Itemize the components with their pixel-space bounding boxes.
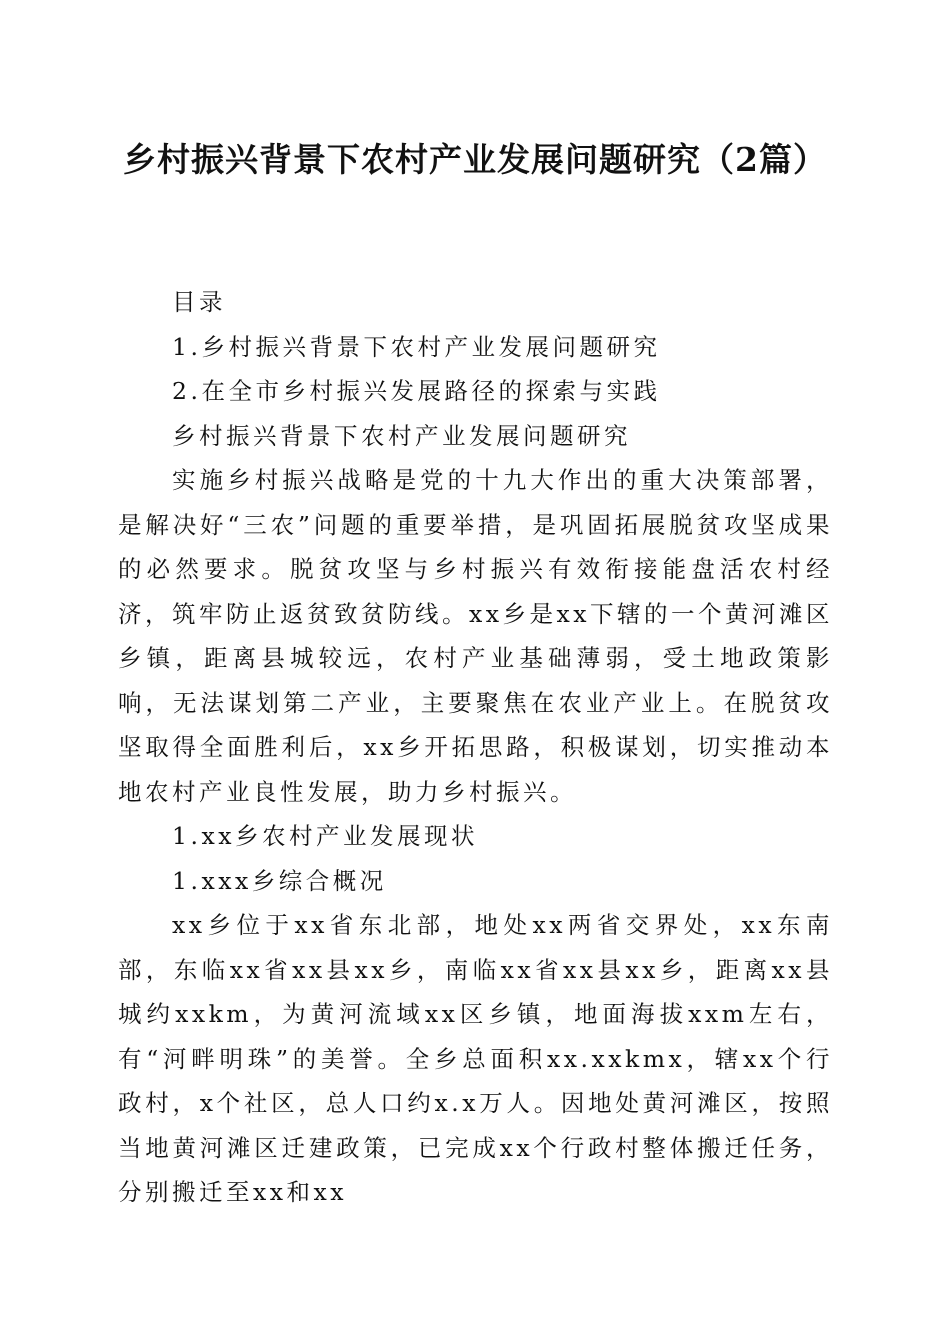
section-heading: 1.xx乡农村产业发展现状	[172, 822, 478, 850]
toc-item-2: 2.在全市乡村振兴发展路径的探索与实践	[172, 377, 661, 405]
article-title: 乡村振兴背景下农村产业发展问题研究	[172, 421, 632, 450]
intro-paragraph: 实施乡村振兴战略是党的十九大作出的重大决策部署，是解决好“三农”问题的重要举措，是巩固拓展脱贫攻坚成果的必然要求。脱贫攻坚与乡村振兴有效衔接能盘活农村经济，筑牢防止返贫致贫防线。xx乡是xx下辖的一个黄河滩区乡镇，距离县城较远，农村产业基础薄弱，受土地政策影响，无法谋划第二产业，主要聚焦在农业产业上。在脱贫攻坚取得全面胜利后，xx乡开拓思路，积极谋划，切实推动本地农村产业良性发展，助力乡村振兴。	[118, 466, 834, 806]
document-body	[118, 280, 833, 1215]
subsection-heading: 1.xxx乡综合概况	[172, 866, 387, 895]
document-title: 乡村振兴背景下农村产业发展问题研究（2篇）	[123, 140, 827, 179]
toc-item-1: 1.乡村振兴背景下农村产业发展问题研究	[172, 332, 661, 361]
toc-heading: 目录	[172, 288, 227, 316]
overview-paragraph: xx乡位于xx省东北部，地处xx两省交界处，xx东南部，东临xx省xx县xx乡，南临xx省xx县xx乡，距离xx县城约xxkm，为黄河流域xx区乡镇，地面海拔xxm左右，有“河畔明珠”的美誉。全乡总面积xx.xxkmx，辖xx个行政村，x个社区，总人口约x.x万人。因地处黄河滩区，按照当地黄河滩区迁建政策，已完成xx个行政村整体搬迁任务，分别搬迁至xx和xx	[118, 911, 833, 1206]
